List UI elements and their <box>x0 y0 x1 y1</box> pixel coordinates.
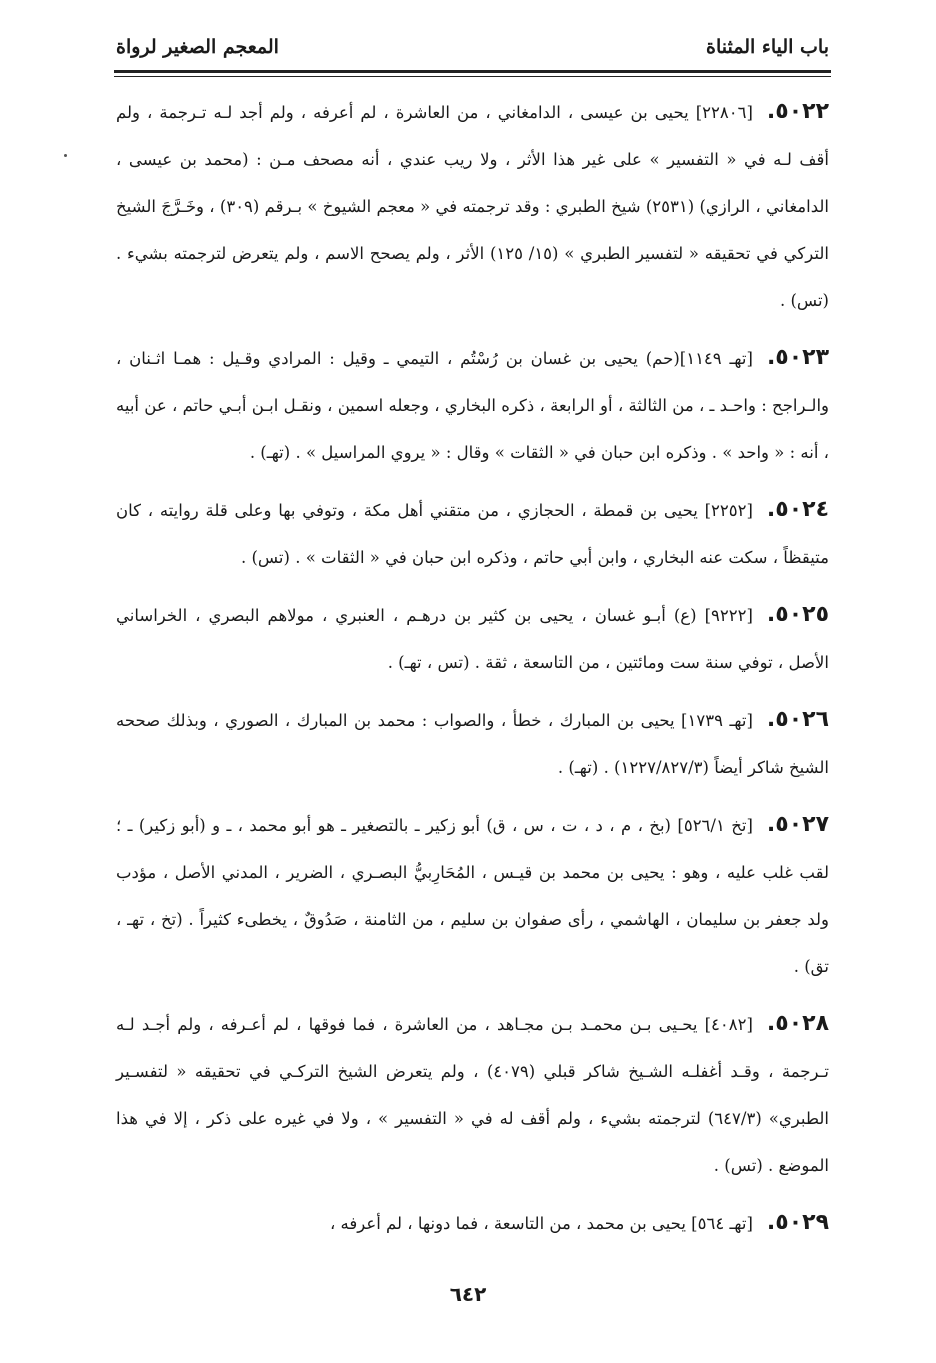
entry <box>116 1000 829 1189</box>
entry <box>116 801 829 990</box>
entries-body <box>116 88 829 1257</box>
entry-number: ٥٠٢٧. <box>766 812 829 837</box>
entry-text: [٤٠٨٢] يحـيى بـن محمـد بـن مجـاهد ، من العاشرة ، فما فوقها ، لم أعـرفه ، ولم أجـد لـه تـرجمة ، وقـد أغفلـه الشـيخ شاكر قبلي (٤٠٧٩) ، ولم يتعرض الشيخ التركـي في تحقيقه « لتفسـير الطبري» (٦٤٧/٣) لترجمته بشيء ، ولم أقف له في « التفسير » ، ولا في غيره على ذكر ، إلا في هذا الموضع . (تس) . <box>116 1015 829 1175</box>
entry <box>116 334 829 476</box>
entry <box>116 1199 829 1247</box>
entry <box>116 486 829 581</box>
entry-number: ٥٠٢٦. <box>766 707 829 732</box>
book-title: المعجم الصغير لرواة <box>116 36 279 58</box>
entry-number: ٥٠٢٢. <box>766 99 829 124</box>
entry-text: [٩٢٢٢] (ع) أبـو غسان ، يحيى بن كثير بن درهـم ، العنبري ، مولاهم البصري ، الخراساني الأصل ، توفي سنة ست ومائتين ، من التاسعة ، ثقة . (تس ، تهـ) . <box>116 606 829 672</box>
header-rule-thick <box>114 70 831 73</box>
running-header <box>116 30 829 70</box>
entry-number: ٥٠٢٥. <box>766 602 829 627</box>
entry-text: [٢٢٨٠٦] يحيى بن عيسى ، الدامغاني ، من العاشرة ، لم أعرفه ، ولم أجد لـه تـرجمة ، ولم أقف لـه في « التفسير » على غير هذا الأثر ، ولا ريب عندي ، أنه مصحف مـن : (محمد بن عيسى ، الدامغاني ، الرازي) (٢٥٣١) شيخ الطبري : وقد ترجمته في « معجم الشيوخ » بـرقم (٣٠٩) ، وخَـرَّجَ الشيخ التركي في تحقيقه « لتفسير الطبري » (١٥/ ١٢٥) الأثر ، ولم يصحح الاسم ، ولم يتعرض لترجمته بشيء . (تس) . <box>116 103 829 310</box>
page-number: ٦٤٢ <box>449 1282 487 1306</box>
entry-text: [٢٢٥٢] يحيى بن قمطة ، الحجازي ، من متقني أهل مكة ، وتوفي بها وعلى قلة روايته ، كان متيقظاً ، سكت عنه البخاري ، وابن أبي حاتم ، وذكره ابن حبان في « الثقات » . (تس) . <box>116 501 829 567</box>
entry-text: [تهـ ١٧٣٩] يحيى بن المبارك ، خطأ ، والصواب : محمد بن المبارك ، الصوري ، وبذلك صححه الشيخ شاكر أيضاً (١٢٢٧/٨٢٧/٣) . (تهـ) . <box>116 711 829 777</box>
entry-number: ٥٠٢٤. <box>766 497 829 522</box>
entry-text: [تهـ ١١٤٩](حم) يحيى بن غسان بن رُسْتُم ، التيمي ـ وقيل : المرادي وقـيل : همـا اثـنان ، والـراجح : واحـد ـ ، من الثالثة ، أو الرابعة ، ذكره البخاري ، وجعله اسمين ، ونقـل ابـن أبـي حاتم ، عن أبيه ، أنه : « واحد » . وذكره ابن حبان في « الثقات » وقال : « يروي المراسيل » . (تهـ) . <box>116 349 829 462</box>
entry-number: ٥٠٢٨. <box>766 1011 829 1036</box>
chapter-title: باب الياء المثناة <box>706 36 829 58</box>
header-rule-thin <box>114 76 831 77</box>
entry-number: ٥٠٢٩. <box>766 1210 829 1235</box>
margin-dot <box>64 154 67 157</box>
entry <box>116 591 829 686</box>
entry <box>116 696 829 791</box>
entry-text: [تخ ٥٢٦/١] (بخ ، م ، د ، ت ، س ، ق) أبو زكير ـ بالتصغير ـ هو أبو محمد ، ـ و (أبو زكير) ـ ؛ لقب غلب عليه ، وهو : يحيى بن محمد بن قيـس ، المُحَارِبيُّ البصـري ، الضرير ، المدني الأصل ، مؤدب ولد جعفر بن سليمان ، الهاشمي ، رأى صفوان بن سليم ، من الثامنة ، صَدُوقٌ ، يخطىء كثيراً . (تخ ، تهـ ، تق) . <box>116 816 829 976</box>
entry <box>116 88 829 324</box>
entry-number: ٥٠٢٣. <box>766 345 830 370</box>
entry-text: [تهـ ٥٦٤] يحيى بن محمد ، من التاسعة ، فما دونها ، لم أعرفه ، <box>329 1214 753 1233</box>
